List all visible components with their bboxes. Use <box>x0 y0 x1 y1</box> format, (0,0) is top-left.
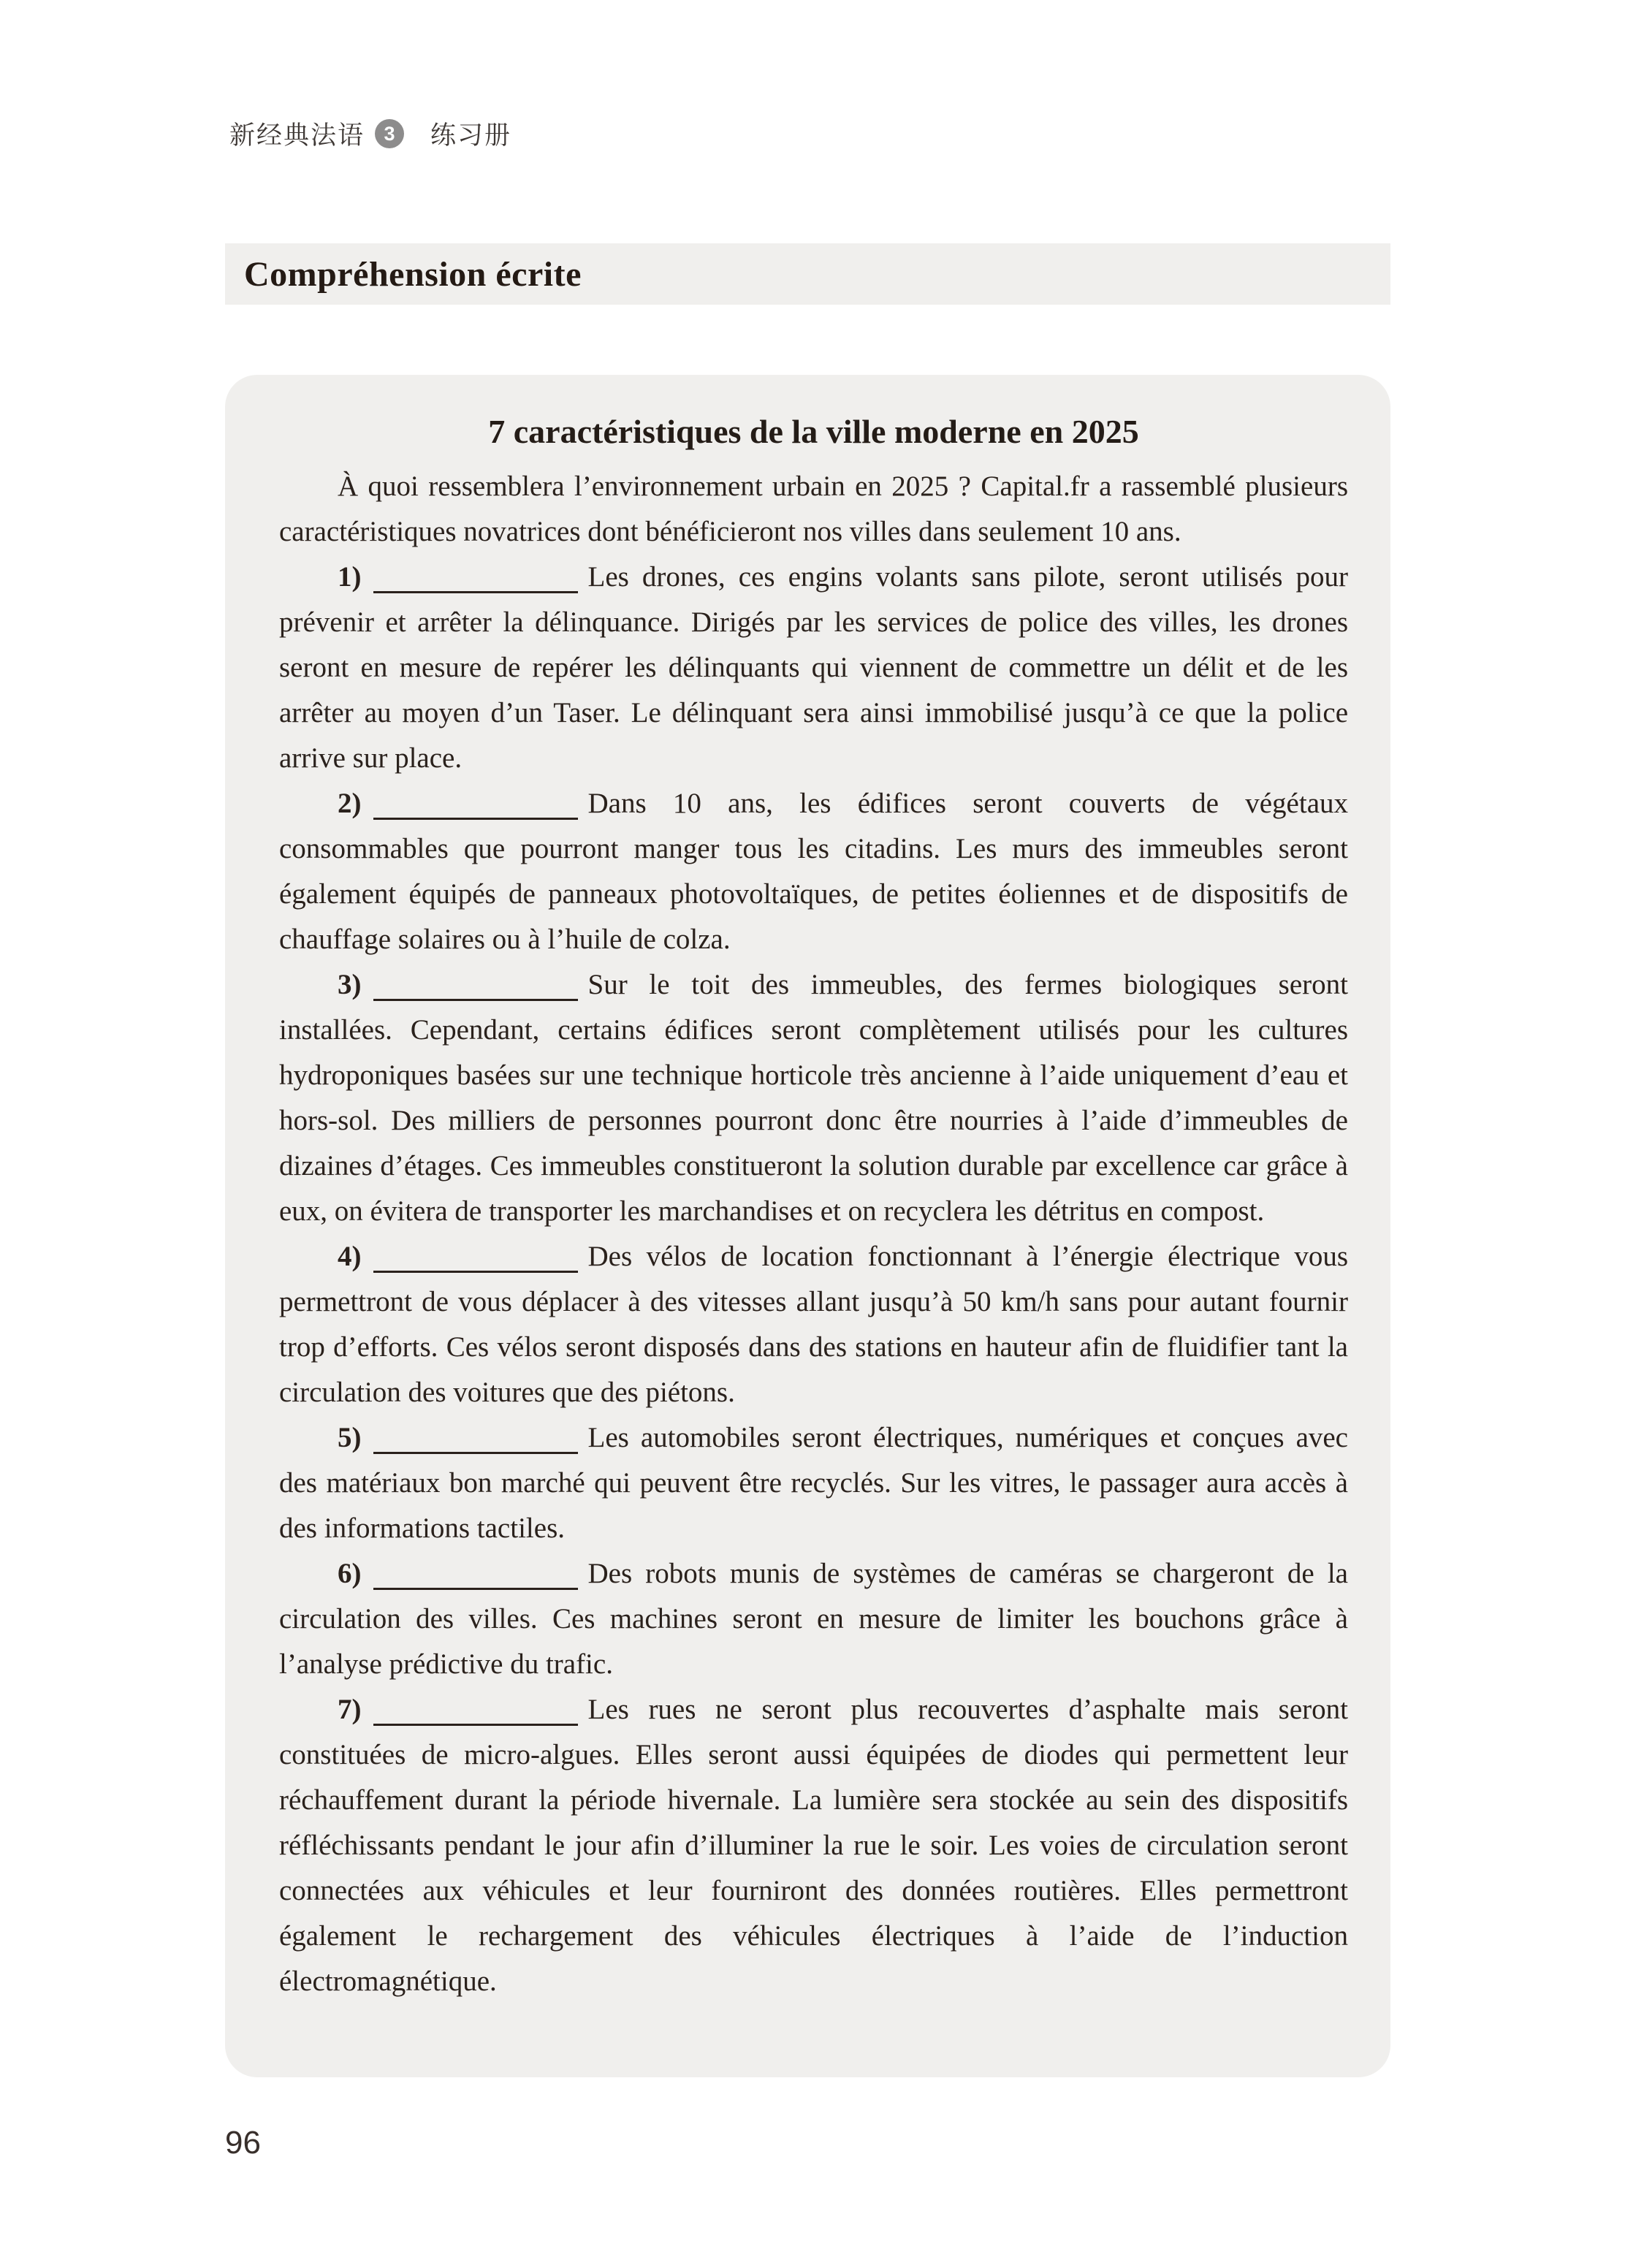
passage-item <box>279 555 1348 781</box>
volume-number: 3 <box>384 122 395 145</box>
item-number: 5) <box>338 1422 362 1453</box>
item-text: Des robots munis de systèmes de caméras se chargeront de la circulation des villes. Ces machines seront en mesure de limiter les bouchons grâce à l’analyse prédictive du trafic. <box>279 1558 1348 1680</box>
item-number: 7) <box>338 1694 362 1725</box>
section-title: Compréhension écrite <box>244 254 582 294</box>
item-text: Dans 10 ans, les édifices seront couverts de végétaux consommables que pourront manger tous les citadins. Les murs des immeubles seront également équipés de panneaux photovoltaïques, de petites éoliennes et de dispositifs de chauffage solaires ou à l’huile de colza. <box>279 788 1348 955</box>
fill-in-blank-line <box>373 569 578 593</box>
item-text: Sur le toit des immeubles, des fermes biologiques seront installées. Cependant, certains édifices seront complètement utilisés pour les cultures hydroponiques basées sur une technique horticole très ancienne à l’aide uniquement d’eau et hors-sol. Des milliers de personnes pourront donc être nourries à l’aide d’immeubles de dizaines d’étages. Ces immeubles constitueront la solution durable par excellence car grâce à eux, on évitera de transporter les marchandises et on recyclera les détritus en compost. <box>279 969 1348 1227</box>
item-number: 1) <box>338 561 362 593</box>
item-number: 4) <box>338 1241 362 1272</box>
intro-paragraph: À quoi ressemblera l’environnement urbain en 2025 ? Capital.fr a rassemblé plusieurs caractéristiques novatrices dont bénéficieront nos villes dans seulement 10 ans. <box>279 471 1348 547</box>
item-text: Les drones, ces engins volants sans pilote, seront utilisés pour prévenir et arrêter la délinquance. Dirigés par les services de police des villes, les drones seront en mesure de repérer les délinquants qui viennent de commettre un délit et de les arrêter au moyen d’un Taser. Le délinquant sera ainsi immobilisé jusqu’à ce que la police arrive sur place. <box>279 561 1348 774</box>
header-series-title: 新经典法语 <box>229 121 365 150</box>
header-book-name: 练习册 <box>430 121 512 150</box>
item-number: 2) <box>338 788 362 819</box>
fill-in-blank-line <box>373 977 578 1001</box>
fill-in-blank-line <box>373 1566 578 1590</box>
passage-item <box>279 1234 1348 1415</box>
passage-items <box>279 555 1348 2004</box>
volume-badge <box>375 119 404 148</box>
passage-item <box>279 962 1348 1234</box>
passage-item <box>279 1687 1348 2004</box>
item-text: Les rues ne seront plus recouvertes d’asphalte mais seront constituées de micro-algues. Elles seront aussi équipées de diodes qui permettent leur réchauffement durant la période hivernale. La lumière sera stockée au sein des dispositifs réfléchissants pendant le jour afin d’illuminer la rue le soir. Les voies de circulation seront connectées aux véhicules et leur fourniront des données routières. Elles permettront également le rechargement des véhicules électriques à l’aide de l’induction électromagnétique. <box>279 1694 1348 1997</box>
passage-item <box>279 1415 1348 1551</box>
passage-item <box>279 781 1348 962</box>
section-bar <box>225 243 1390 305</box>
fill-in-blank-line <box>373 1702 578 1726</box>
running-header <box>229 118 511 149</box>
passage-title: 7 caractéristiques de la ville moderne en 2025 <box>488 413 1139 450</box>
item-text: Les automobiles seront électriques, numériques et conçues avec des matériaux bon marché qui peuvent être recyclés. Sur les vitres, le passager aura accès à des informations tactiles. <box>279 1422 1348 1544</box>
passage-item <box>279 1551 1348 1687</box>
passage-panel <box>225 375 1390 2077</box>
fill-in-blank-line <box>373 1430 578 1454</box>
fill-in-blank-line <box>373 796 578 820</box>
fill-in-blank-line <box>373 1249 578 1273</box>
item-number: 3) <box>338 969 362 1000</box>
page-number: 96 <box>225 2125 261 2161</box>
item-number: 6) <box>338 1558 362 1589</box>
item-text: Des vélos de location fonctionnant à l’énergie électrique vous permettront de vous déplacer à des vitesses allant jusqu’à 50 km/h sans pour autant fournir trop d’efforts. Ces vélos seront disposés dans des stations en hauteur afin de fluidifier tant la circulation des voitures que des piétons. <box>279 1241 1348 1408</box>
